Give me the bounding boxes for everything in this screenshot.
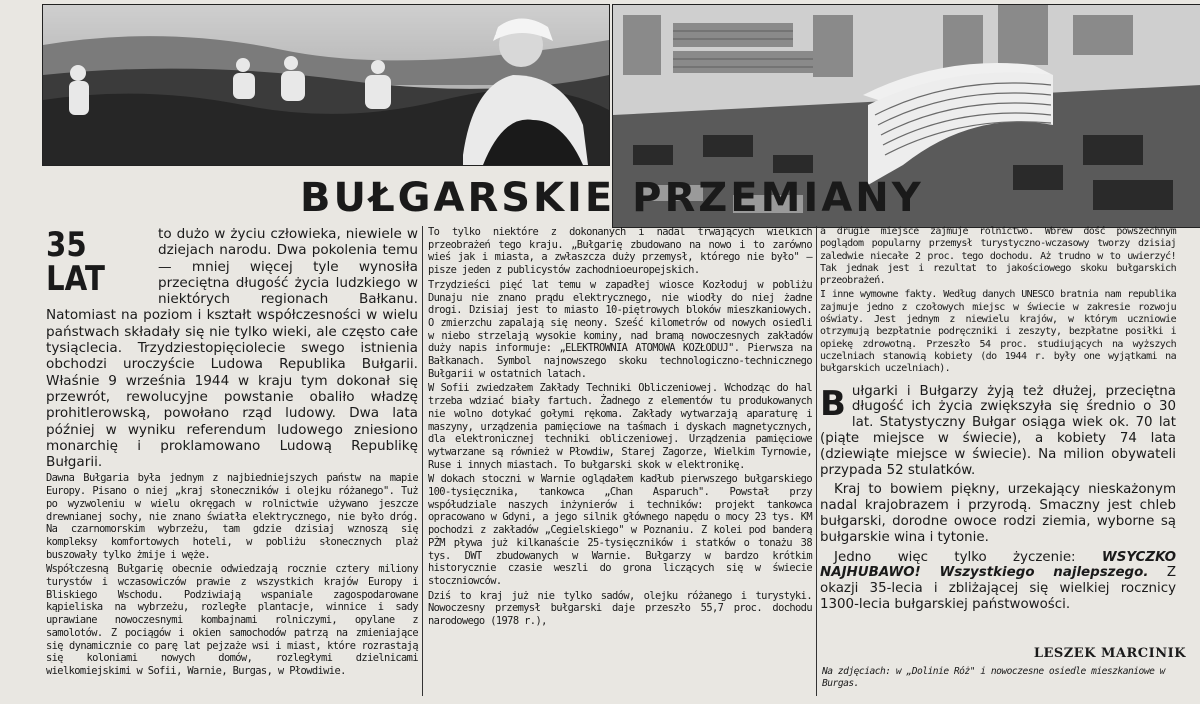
wish-bulgarian: WSYCZKO NAJHUBAWO! Wszystkiego najlepszego. [820, 549, 1176, 581]
column-divider [816, 226, 817, 696]
wish-intro: Jedno więc tylko życzenie: [834, 549, 1102, 565]
dropcap-35-lat: 35 LAT [46, 225, 105, 299]
dropcap-b: B [820, 383, 846, 424]
author-byline: LESZEK MARCINIK [1033, 646, 1186, 661]
paragraph-warna-shipyard: W dokach stoczni w Warnie oglądałem kadłub pierwszego bułgarskiego 100-tysięcznika, tankowca „Chan Asparuch". Powstał przy współudziale naszych inżynierów i techników: projekt tankowca opracowano w Gdyni, a jego silnik głównego napędu o mocy 23 tys. KM pochodzi z zakładów „Cegielskiego" w Poznaniu. Z kolei pod banderą PŻM pływa już kilkanaście 25-tysięczników i statków o tonażu 38 tys. DWT zbudowanych w Warnie. Bułgarzy w bardzo krótkim historycznie czasie weszli do grona liczących się w świecie stoczniowców. [428, 473, 812, 587]
paragraph-wish [820, 550, 1176, 613]
paragraph-landscape: Kraj to bowiem piękny, urzekający nieskażonym nadal krajobrazem i przyrodą. Smaczny jest chleb bułgarski, dorodne owoce rodzi ziemia, wyborne są bułgarskie wina i tytonie. [820, 482, 1176, 545]
paragraph-unesco: I inne wymowne fakty. Według danych UNESCO bratnia nam republika zajmuje jedno z czołowych miejsc w świecie w zakresie rozwoju oświaty. Jest jednym z niewielu krajów, w którym uczniowie otrzymują bezpłatnie podręczniki i zeszyty, bezpłatne posiłki i opiekę zdrowotną. Przeszło 54 proc. studiujących na wyższych uczelniach stanowią kobiety (do 1944 r. były one wyjątkami na bułgarskich uczelniach). [820, 289, 1176, 375]
lead-paragraph [46, 226, 418, 470]
rose-valley-illustration [43, 5, 609, 165]
paragraph-kozloduj: Trzydzieści pięć lat temu w zapadłej wiosce Kozłoduj w pobliżu Dunaju nie znano prądu elektrycznego, nie wiodły do niej żadne drogi. Dzisiaj jest to miasto 10-piętrowych bloków mieszkaniowych. O zmierzchu zapalają się neony. Sześć kilometrów od nowych osiedli w niebo strzelają wysokie kominy, nad bramą nowoczesnych zakładów duży napis informuje: „ELEKTROWNIA ATOMOWA KOZŁODUJ". Pierwsza na Bałkanach. Symbol najnowszego skoku technologiczno-technicznego Bułgarii w ostatnich latach. [428, 278, 812, 380]
paragraph-wspolczesna-bulgaria: Współczesną Bułgarię obecnie odwiedzają rocznie cztery miliony turystów i wczasowiczów prawie z wszystkich krajów Europy i Bliskiego Wschodu. Podziwiają wspaniale zagospodarowane kąpieliska na wybrzeżu, rozległe plantacje, winnice i sady uprawiane nowoczesnymi kombajnami rolniczymi, opylane z samolotów. Z pociągów i okien samochodów patrzą na zmieniające się dynamicznie co parę lat pejzaże wsi i miast, które rozrastają się koloniami nowych domów, rozległymi dzielnicami wielkomiejskimi w Sofii, Warnie, Burgas, w Płowdiwie. [46, 563, 418, 677]
paragraph-agriculture: a drugie miejsce zajmuje rolnictwo. Wbrew dość powszechnym poglądom popularny przemysł turystyczno-wczasowy tworzy dzisiaj zaledwie niecałe 2 proc. tego dochodu. Aż trudno w to uwierzyć! Tak jednak jest i rezultat to jakościowego skoku bułgarskich przeobrażeń. [820, 226, 1176, 287]
article-column-3 [820, 226, 1176, 615]
article-column-2 [428, 226, 812, 630]
photo-caption: Na zdjęciach: w „Dolinie Róż" i nowoczesne osiedle mieszkaniowe w Burgas. [822, 666, 1165, 689]
paragraph-przeobrazenia: To tylko niektóre z dokonanych i nadal trwających wielkich przeobrażeń tego kraju. „Bułgarię zbudowano na nowo i to zarówno wieś jak i miasta, a zwłaszcza duży przemysł, którego nie było" — pisze jeden z publicystów zachodnioeuropejskich. [428, 226, 812, 277]
wish-outro: Z okazji 35-lecia i zbliżającej się wielkiej rocznicy 1300-lecia bułgarskiej państwowości. [820, 565, 1176, 612]
paragraph-dawna-bulgaria: Dawna Bułgaria była jednym z najbiedniejszych państw na mapie Europy. Pisano o niej „kraj słoneczników i olejku różanego". Tuż po wyzwoleniu w wielu okręgach w rolnictwie używano jeszcze drewnianej sochy, nie znano światła elektrycznego, nie było dróg. Na czarnomorskim wybrzeżu, tam gdzie dzisiaj wznoszą się kompleksy komfortowych hoteli, w pobliżu słonecznych plaż buszowały tylko żmije i węże. [46, 472, 418, 561]
lead-text: to dużo w życiu człowieka, niewiele w dziejach narodu. Dwa pokolenia temu — mniej więcej tyle wynosiła przeciętna długość życia ludzkiego w niektórych regionach Bałkanu. Natomiast na poziom i kształt współczesności w wielu państwach składały się nie tylko wieki, ale często całe tysiąclecia. Trzydziestopięciolecie swego istnienia obchodzi uroczyście Ludowa Republika Bułgarii. Właśnie 9 września 1944 w kraju tym dokonał się przewrót, rewolucyjne powstanie obaliło władzę prohitlerowską, powołano rząd ludowy. Dwa lata później w wyniku referendum ludowego zniesiono monarchię i proklamowano Ludową Republikę Bułgarii. [46, 226, 418, 471]
article-headline: BUŁGARSKIE PRZEMIANY [300, 175, 924, 221]
column-divider [422, 226, 423, 696]
paragraph-industry: Dziś to kraj już nie tylko sadów, olejku różanego i turystyki. Nowoczesny przemysł bułgarski daje przeszło 55,7 proc. dochodu narodowego (1978 r.), [428, 589, 812, 628]
article-column-1 [46, 226, 418, 680]
paragraph-sofia-computers: W Sofii zwiedzałem Zakłady Techniki Obliczeniowej. Wchodząc do hal trzeba wdziać biały fartuch. Żadnego z elementów tu produkowanych nie wolno dotykać gołymi rękoma. Zakłady wytwarzają aparaturę i maszyny, urządzenia pamięciowe na taśmach i dyskach magnetycznych, dla elektronicznej techniki obliczeniowej. Urządzenia pamięciowe wytwarzane są również w Płowdiw, Starej Zagorze, Wielkim Tyrnowie, Ruse i innych miastach. To bułgarski skok w elektronikę. [428, 382, 812, 471]
lifespan-text: ułgarki i Bułgarzy żyją też dłużej, przeciętna długość ich życia zwiększyła się średnio o 30 lat. Statystyczny Bułgar osiąga wiek ok. 70 lat (piąte miejsce w świecie), a kobiety 74 lata (dziewiąte miejsce w świecie). Na milion obywateli przypada 52 stulatków. [820, 383, 1176, 478]
paragraph-lifespan [820, 384, 1176, 479]
photo-rose-valley [42, 4, 610, 166]
